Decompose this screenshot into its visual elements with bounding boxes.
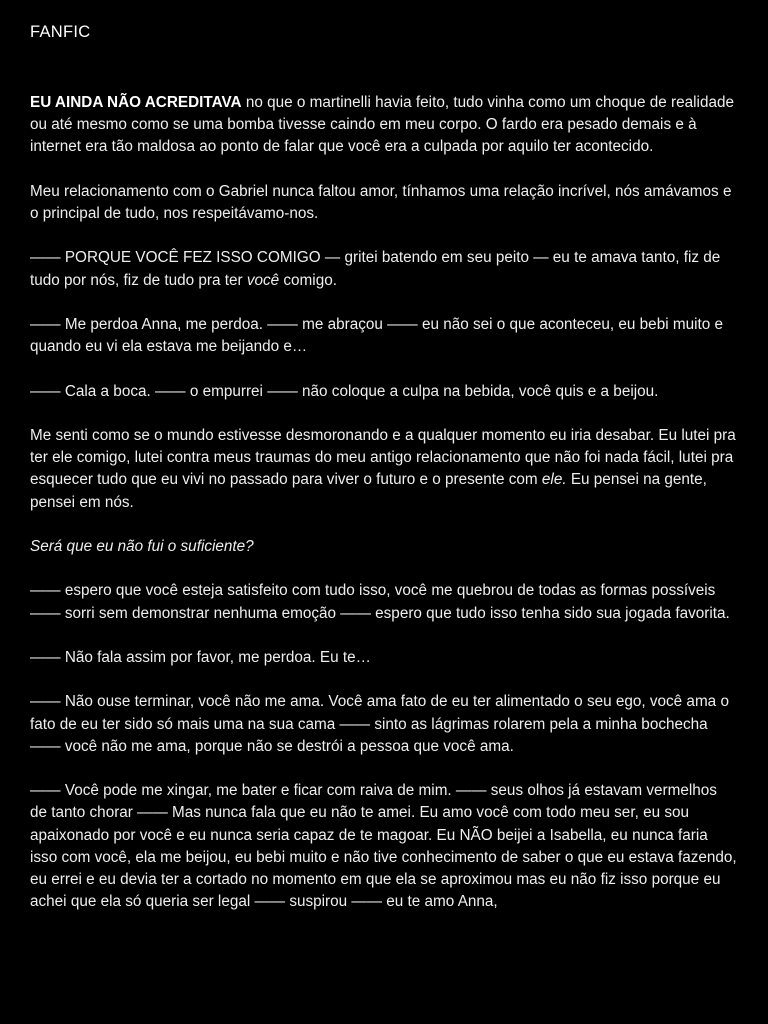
story-paragraph-9: —— Não fala assim por favor, me perdoa. Eu te… [30, 648, 371, 666]
story-paragraph-5: —— Cala a boca. —— o empurrei —— não coloque a culpa na bebida, você quis e a beijou. [30, 382, 659, 400]
story-paragraph-6 [30, 425, 738, 514]
story-paragraph-7: Será que eu não fui o suficiente? [30, 537, 254, 555]
story-paragraph-6-emphasis: ele. [541, 471, 567, 489]
story-paragraph-1-text: no que o martinelli havia feito, tudo vinha como um choque de realidade ou até mesmo como se uma bomba tivesse caindo em meu corpo. O fardo era pesado demais e à internet era tão maldosa ao ponto de falar que você era a culpada por aquilo ter acontecido. [30, 94, 734, 156]
story-paragraph-3-emphasis: você [246, 271, 280, 289]
page-title: FANFIC [30, 23, 91, 41]
story-paragraph-11: —— Você pode me xingar, me bater e ficar com raiva de mim. —— seus olhos já estavam vermelhos de tanto chorar —— Mas nunca fala que eu não te amei. Eu amo você com todo meu ser, eu sou apaixonado por você e eu nunca seria capaz de te magoar. Eu NÃO beijei a Isabella, eu nunca faria isso com você, ela me beijou, eu bebi muito e não tive conhecimento de saber o que eu estava fazendo, eu errei e eu devia ter a cortado no momento em que ela se aproximou mas eu não fiz isso porque eu achei que ela só queria ser legal —— suspirou —— eu te amo Anna, [30, 782, 737, 911]
story-paragraph-6-text: Me senti como se o mundo estivesse desmoronando e a qualquer momento eu iria desabar. Eu lutei pra ter ele comigo, lutei contra meus traumas do meu antigo relacionamento que não foi nada fácil, lutei pra esquecer tudo que eu vivi no passado para viver o futuro e o presente com [30, 426, 736, 489]
story-paragraph-3 [30, 247, 738, 291]
story-paragraph-4: —— Me perdoa Anna, me perdoa. —— me abraçou —— eu não sei o que aconteceu, eu bebi muito e quando eu vi ela estava me beijando e… [30, 315, 724, 356]
story-lead-text: EU AINDA NÃO ACREDITAVA [30, 94, 242, 111]
story-paragraph-3-text: —— PORQUE VOCÊ FEZ ISSO COMIGO — gritei batendo em seu peito — eu te amava tanto, fiz de tudo por nós, fiz de tudo pra ter [30, 249, 721, 289]
story-body [30, 92, 738, 913]
story-paragraph-2: Meu relacionamento com o Gabriel nunca faltou amor, tínhamos uma relação incrível, nós amávamos e o principal de tudo, nos respeitávamo-nos. [30, 182, 732, 222]
story-paragraph-8: —— espero que você esteja satisfeito com tudo isso, você me quebrou de todas as formas possíveis —— sorri sem demonstrar nenhuma emoção —— espero que tudo isso tenha sido sua jogada favorita. [30, 582, 730, 622]
story-paragraph-6-end: Eu pensei na gente, pensei em nós. [30, 471, 707, 511]
story-paragraph-1 [30, 92, 738, 159]
story-paragraph-10: —— Não ouse terminar, você não me ama. Você ama fato de eu ter alimentado o seu ego, você ama o fato de eu ter sido só mais uma na sua cama —— sinto as lágrimas rolarem pela a minha bochecha —— você não me ama, porque não se destrói a pessoa que você ama. [30, 693, 729, 755]
story-paragraph-3-end: comigo. [279, 271, 337, 289]
